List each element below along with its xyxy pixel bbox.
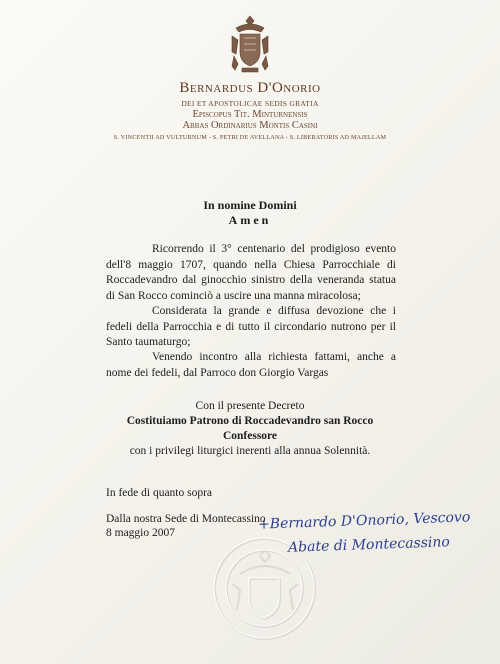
letterhead-title-abbas: Abbas Ordinarius Montis Casini: [182, 120, 318, 131]
decree-line1: Costituiamo Patrono di Roccadevandro san Rocco: [126, 415, 374, 427]
paragraph-3: Venendo incontro alla richiesta fattami, anche a nome dei fedeli, dal Parroco don Giorgio Vargas: [106, 351, 396, 379]
closing-fede: In fede di quanto sopra: [106, 487, 213, 499]
decree-line2: Confessore: [222, 430, 278, 442]
letterhead-jurisdictions: S. VINCENTII AD VULTURNUM - S. PETRI DE AVELLANA - S. LIBERATORIS AD MAJELLAM: [113, 134, 387, 141]
closing-place: Dalla nostra Sede di Montecassino: [106, 513, 266, 525]
decree-line3: con i privilegi liturgici inerenti alla annua Solennità.: [129, 445, 371, 457]
signature-line1: +Bernardo D'Onorio, Vescovo: [257, 509, 471, 533]
coat-of-arms-icon: [228, 14, 272, 76]
paragraph-1: Ricorrendo il 3° centenario del prodigioso evento dell'8 maggio 1707, quando nella Chiesa Parrocchiale di Roccadevandro dal ginocchio sinistro della veneranda statua di San Rocco cominciò a uscire una manna miracolosa;: [106, 243, 396, 302]
decree-intro: Con il presente Decreto: [195, 400, 305, 412]
invocation-line2: Amen: [228, 213, 272, 227]
paragraph-2: Considerata la grande e diffusa devozione che i fedeli della Parrocchia e di tutto il circondario nutrono per il Santo taumaturgo;: [106, 305, 396, 348]
letterhead: [0, 78, 500, 141]
letterhead-subtitle: DEI ET APOSTOLICAE SEDIS GRATIA: [181, 99, 319, 108]
letterhead-title-episcopus: Episcopus Tit. Minturnensis: [192, 109, 308, 120]
invocation-line1: In nomine Domini: [203, 198, 297, 212]
closing-date: 8 maggio 2007: [106, 527, 175, 539]
bishop-name: Bernardus D'Onorio: [179, 80, 321, 96]
signature-line2: Abate di Montecassino: [287, 534, 451, 556]
